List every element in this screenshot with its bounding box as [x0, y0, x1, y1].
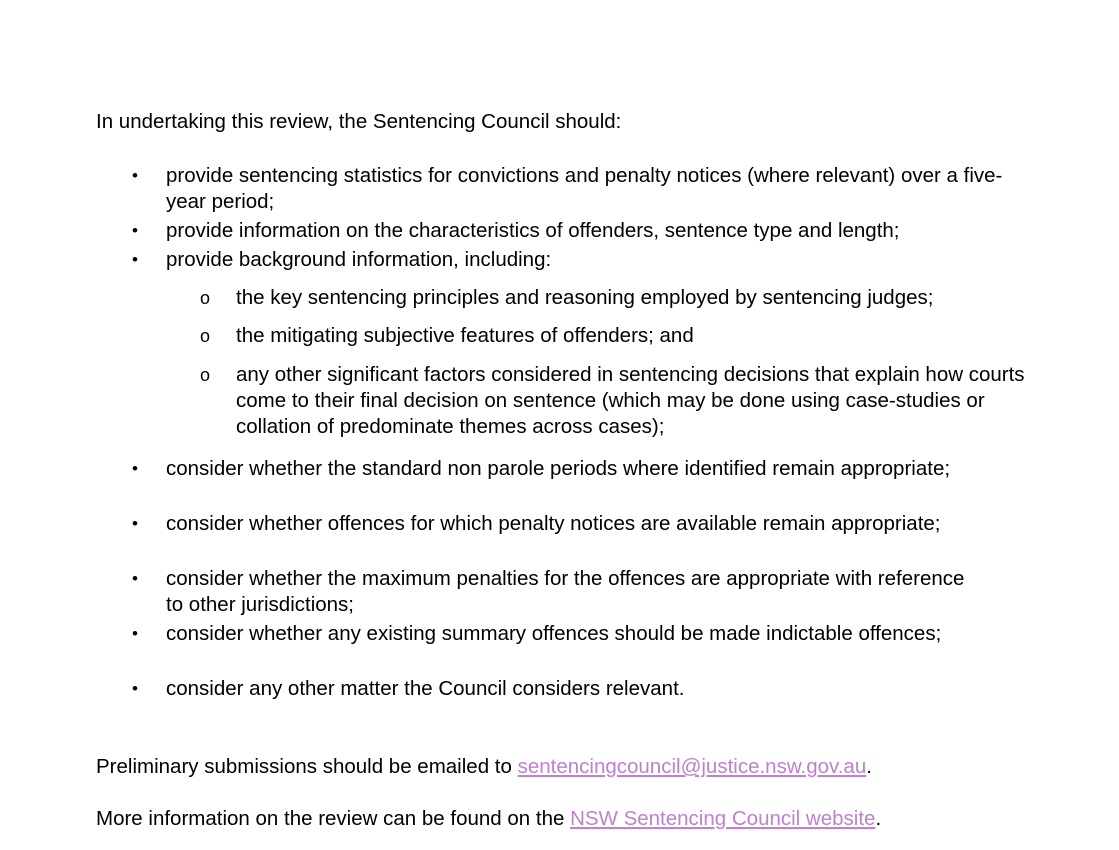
submissions-prefix: Preliminary submissions should be emailed to: [96, 755, 518, 778]
list-item-text: consider whether the maximum penalties for the offences are appropriate with reference to other jurisdictions;: [166, 567, 965, 616]
sub-list-item-text: the mitigating subjective features of offenders; and: [236, 324, 694, 347]
bullet-marker: •: [132, 459, 138, 478]
submissions-email-link[interactable]: sentencingcouncil@justice.nsw.gov.au: [517, 755, 867, 778]
list-item-text: provide information on the characteristics of offenders, sentence type and length;: [166, 219, 900, 242]
council-website-link[interactable]: NSW Sentencing Council website: [570, 807, 876, 830]
bullet-marker: •: [132, 514, 138, 533]
submissions-paragraph: [96, 754, 872, 780]
bullet-marker: •: [132, 166, 138, 185]
bullet-marker: •: [132, 250, 138, 269]
sub-bullet-marker: o: [200, 288, 211, 308]
list-item-text: consider whether the standard non parole periods where identified remain appropriate;: [166, 457, 951, 480]
bullet-marker: •: [132, 221, 138, 240]
sub-bullet-marker: o: [200, 365, 211, 385]
sub-list-item-text: the key sentencing principles and reasoning employed by sentencing judges;: [236, 286, 934, 309]
more-info-suffix: .: [875, 807, 882, 830]
list-item-text: provide sentencing statistics for convictions and penalty notices (where relevant) over a five-year period;: [166, 164, 1003, 213]
bullet-marker: •: [132, 624, 138, 643]
intro-paragraph: In undertaking this review, the Sentencing Council should:: [96, 110, 622, 133]
sub-list-item-text: any other significant factors considered in sentencing decisions that explain how courts come to their final decision on sentence (which may be done using case-studies or collation of predominate themes across cases);: [236, 363, 1025, 438]
bullet-marker: •: [132, 679, 138, 698]
list-item-text: consider whether any existing summary offences should be made indictable offences;: [166, 622, 942, 645]
bullet-marker: •: [132, 569, 138, 588]
list-item-text: provide background information, including:: [166, 248, 552, 271]
list-item-text: consider any other matter the Council considers relevant.: [166, 677, 685, 700]
sub-bullet-marker: o: [200, 326, 211, 346]
submissions-suffix: .: [866, 755, 872, 778]
list-item-text: consider whether offences for which penalty notices are available remain appropriate;: [166, 512, 941, 535]
more-info-prefix: More information on the review can be found on the: [96, 807, 571, 830]
more-info-paragraph: [96, 806, 881, 832]
